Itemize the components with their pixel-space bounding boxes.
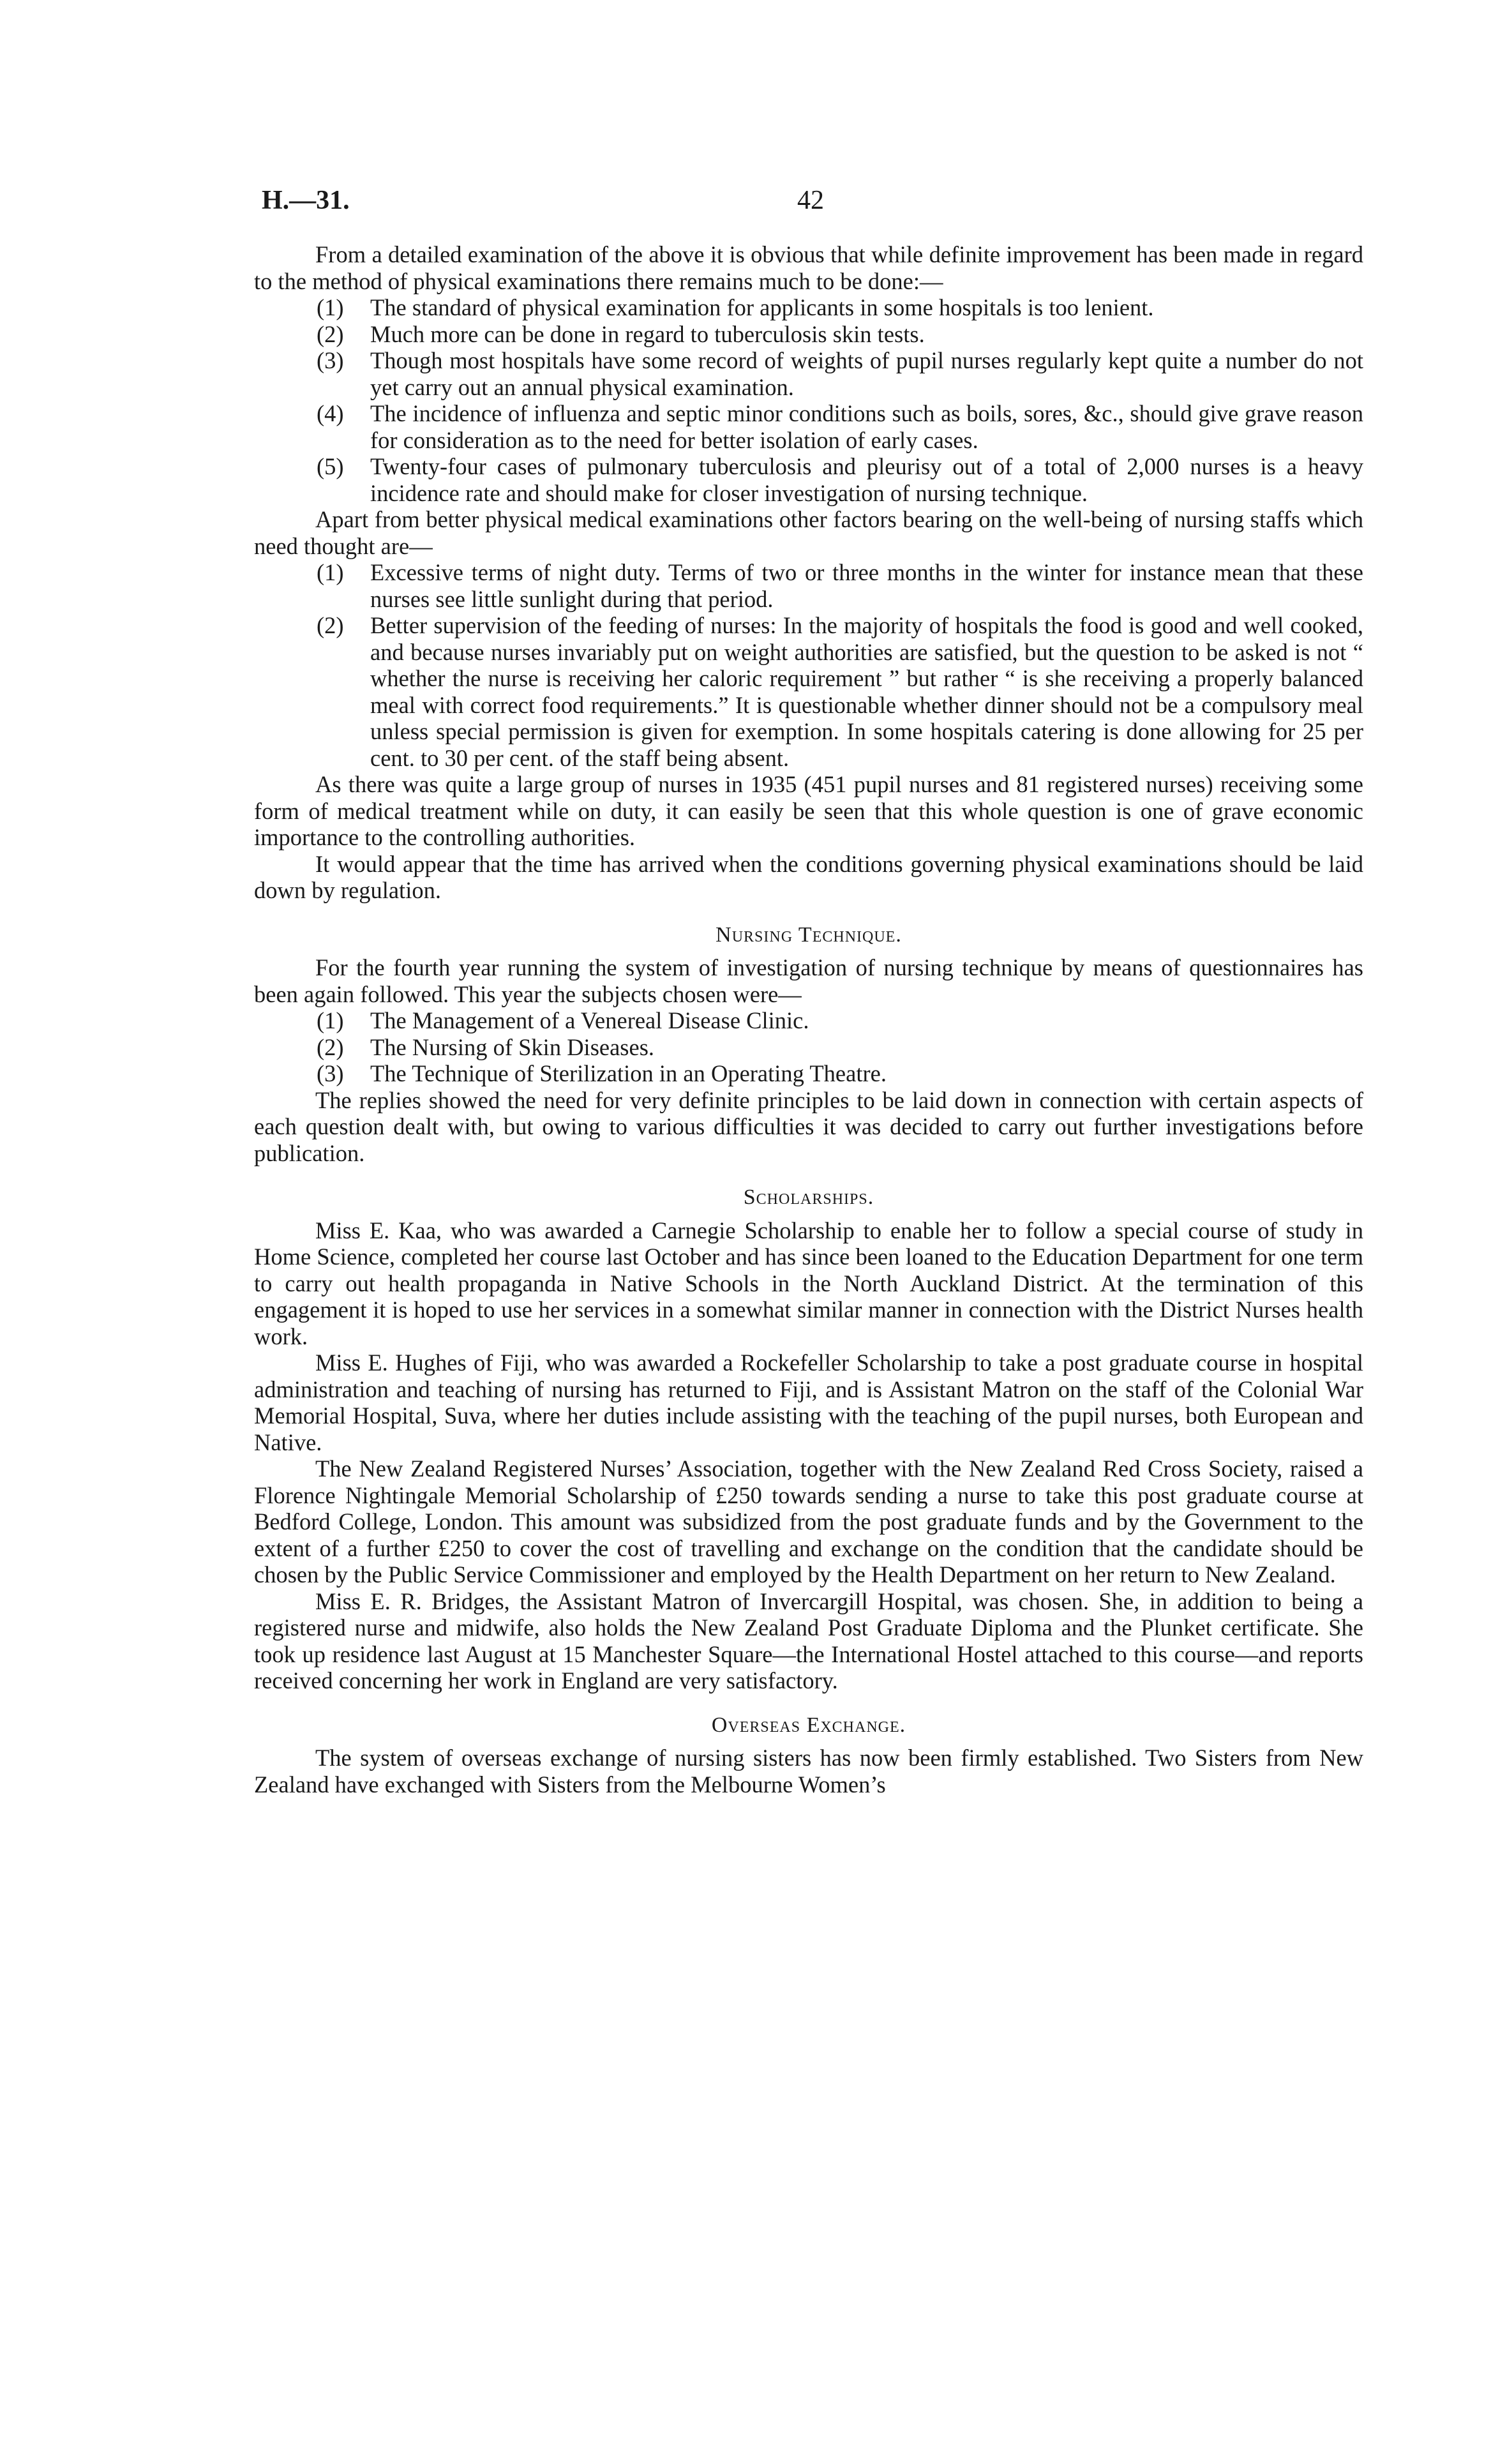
economic-paragraph: As there was quite a large group of nurses in 1935 (451 pupil nurses and 81 registered nurses) receiving some form of medical treatment while on duty, it can easily be seen that this whole question is one of grave economic importance to the controlling authorities.	[254, 771, 1363, 850]
list-item-number: (3)	[317, 347, 344, 373]
list-item-text: Better supervision of the feeding of nurses: In the majority of hospitals the food is good and well cooked, and because nurses invariably put on weight authorities are satisfied, but the question to be asked is not “ whether the nurse is receiving her caloric requirement ” but rather “ is she receiving a properly balanced meal with correct food requirements.” It is questionable whether dinner should not be a compulsory meal unless special permission is given for exemption. In some hospitals catering is done allowing for 25 per cent. to 30 per cent. of the staff being absent.	[370, 612, 1363, 771]
list-item-text: Though most hospitals have some record of weights of pupil nurses regularly kept quite a number do not yet carry out an annual physical examination.	[370, 347, 1363, 400]
intro-list	[254, 294, 1363, 506]
list-item-number: (1)	[317, 1007, 344, 1033]
list-item	[254, 1007, 1363, 1034]
kaa-paragraph: Miss E. Kaa, who was awarded a Carnegie Scholarship to enable her to follow a special course of study in Home Science, completed her course last October and has since been loaned to the Education Department for one term to carry out health propaganda in Native Schools in the North Auckland District. At the termination of this engagement it is hoped to use her services in a somewhat similar manner in connection with the District Nurses health work.	[254, 1217, 1363, 1349]
list-item-text: Twenty-four cases of pulmonary tuberculosis and pleurisy out of a total of 2,000 nurses is a heavy incidence rate and should make for closer investigation of nursing technique.	[370, 453, 1363, 506]
list-item-text: The incidence of influenza and septic minor conditions such as boils, sores, &c., should give grave reason for consideration as to the need for better isolation of early cases.	[370, 400, 1363, 453]
nursing-technique-paragraph: For the fourth year running the system of investigation of nursing technique by means of questionnaires has been again followed. This year the subjects chosen were—	[254, 954, 1363, 1007]
page-number: 42	[797, 186, 824, 215]
list-item-text: The Nursing of Skin Diseases.	[370, 1033, 655, 1060]
list-item-number: (5)	[317, 453, 344, 479]
list-item-text: Much more can be done in regard to tuberculosis skin tests.	[370, 320, 925, 347]
overseas-exchange-heading: Overseas Exchange.	[711, 1713, 906, 1737]
list-item	[254, 1060, 1363, 1087]
list-item	[254, 294, 1363, 321]
document-body	[254, 241, 1363, 1798]
list-item	[254, 612, 1363, 771]
list-item-number: (2)	[317, 320, 344, 347]
list-item-number: (2)	[317, 1033, 344, 1060]
list-item	[254, 347, 1363, 400]
list-item	[254, 400, 1363, 453]
intro-paragraph: From a detailed examination of the above it is obvious that while definite improvement has been made in regard to the method of physical examinations there remains much to be done:—	[254, 241, 1363, 294]
factors-paragraph: Apart from better physical medical examinations other factors bearing on the well-being of nursing staffs which need thought are—	[254, 506, 1363, 559]
overseas-exchange-paragraph: The system of overseas exchange of nursing sisters has now been firmly established. Two Sisters from New Zealand have exchanged with Sisters from the Melbourne Women’s	[254, 1745, 1363, 1798]
bridges-paragraph: Miss E. R. Bridges, the Assistant Matron of Invercargill Hospital, was chosen. She, in addition to being a registered nurse and midwife, also holds the New Zealand Post Graduate Diploma and the Plunket certificate. She took up residence last August at 15 Manchester Square—the International Hostel attached to this course—and reports received concerning her work in England are very satisfactory.	[254, 1588, 1363, 1694]
list-item	[254, 559, 1363, 612]
list-item-text: The standard of physical examination for applicants in some hospitals is too lenient.	[370, 294, 1154, 320]
list-item-number: (1)	[317, 294, 344, 320]
document-code: H.—31.	[262, 186, 350, 215]
association-paragraph: The New Zealand Registered Nurses’ Association, together with the New Zealand Red Cross Society, raised a Florence Nightingale Memorial Scholarship of £250 towards sending a nurse to take this post graduate course at Bedford College, London. This amount was subsidized from the post graduate funds and by the Government to the extent of a further £250 to cover the cost of travelling and exchange on the condition that the candidate should be chosen by the Public Service Commissioner and employed by the Health Department on her return to New Zealand.	[254, 1455, 1363, 1588]
list-item	[254, 1034, 1363, 1061]
page-header	[262, 185, 1360, 223]
list-item-text: Excessive terms of night duty. Terms of two or three months in the winter for instance mean that these nurses see little sunlight during that period.	[370, 559, 1363, 612]
hughes-paragraph: Miss E. Hughes of Fiji, who was awarded a Rockefeller Scholarship to take a post graduate course in hospital administration and teaching of nursing has returned to Fiji, and is Assistant Matron on the staff of the Colonial War Memorial Hospital, Suva, where her duties include assisting with the teaching of the pupil nurses, both European and Native.	[254, 1349, 1363, 1455]
nursing-technique-heading: Nursing Technique.	[716, 922, 902, 947]
scholarships-heading: Scholarships.	[743, 1185, 874, 1209]
subjects-list	[254, 1007, 1363, 1087]
regulation-paragraph: It would appear that the time has arrived when the conditions governing physical examinations should be laid down by regulation.	[254, 850, 1363, 903]
list-item-number: (2)	[317, 612, 344, 638]
list-item-text: The Management of a Venereal Disease Clinic.	[370, 1007, 809, 1033]
list-item	[254, 321, 1363, 348]
list-item	[254, 453, 1363, 506]
factors-list	[254, 559, 1363, 771]
list-item-number: (1)	[317, 559, 344, 585]
replies-paragraph: The replies showed the need for very definite principles to be laid down in connection with certain aspects of each question dealt with, but owing to various difficulties it was decided to carry out further investigations before publication.	[254, 1086, 1363, 1166]
list-item-number: (3)	[317, 1060, 344, 1086]
list-item-number: (4)	[317, 400, 344, 426]
list-item-text: The Technique of Sterilization in an Operating Theatre.	[370, 1060, 887, 1086]
